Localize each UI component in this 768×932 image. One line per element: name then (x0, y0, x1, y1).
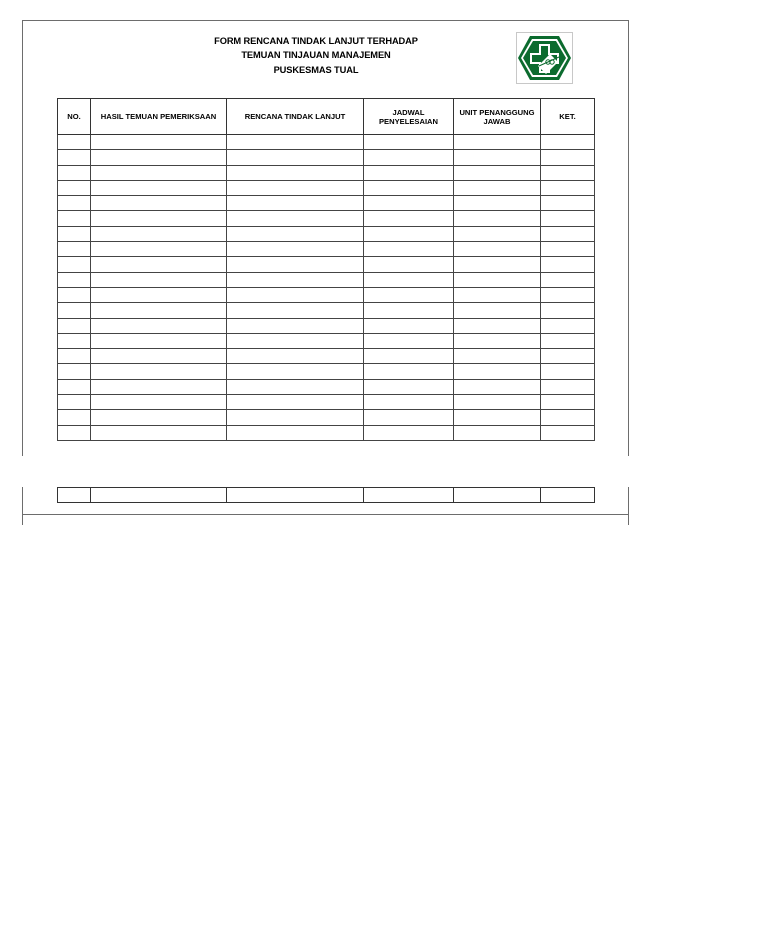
table-cell[interactable] (91, 196, 227, 211)
table-cell[interactable] (364, 272, 454, 287)
table-cell[interactable] (58, 180, 91, 195)
table-row (58, 425, 595, 440)
table-row (58, 180, 595, 195)
table-cell[interactable] (91, 165, 227, 180)
table-cell[interactable] (454, 303, 541, 318)
table-cell[interactable] (364, 287, 454, 302)
table-row (58, 349, 595, 364)
page-bottom-border (22, 514, 629, 515)
table-cell[interactable] (541, 364, 595, 379)
table-cell[interactable] (58, 272, 91, 287)
table-cell[interactable] (454, 165, 541, 180)
form-title-line-3: PUSKESMAS TUAL (273, 64, 359, 75)
table-cell[interactable] (454, 242, 541, 257)
table-cell[interactable] (454, 272, 541, 287)
table-cell[interactable] (227, 379, 364, 394)
column-header-jadwal: JADWAL PENYELESAIAN (364, 99, 454, 135)
table-body-continued (58, 488, 595, 503)
table-cell[interactable] (58, 211, 91, 226)
table-cell[interactable] (58, 226, 91, 241)
table-cell[interactable] (541, 349, 595, 364)
table-cell[interactable] (91, 287, 227, 302)
table-cell[interactable] (91, 488, 227, 503)
table-row (58, 211, 595, 226)
table-cell[interactable] (91, 410, 227, 425)
table-cell[interactable] (91, 226, 227, 241)
table-cell[interactable] (454, 395, 541, 410)
table-row (58, 410, 595, 425)
table-cell[interactable] (91, 242, 227, 257)
table-cell[interactable] (364, 318, 454, 333)
table-cell[interactable] (58, 196, 91, 211)
table-cell[interactable] (58, 135, 91, 150)
puskesmas-logo-icon (516, 32, 573, 84)
form-title-line-1: FORM RENCANA TINDAK LANJUT TERHADAP (214, 36, 418, 46)
table-row (58, 165, 595, 180)
table-cell[interactable] (364, 196, 454, 211)
table-cell[interactable] (91, 257, 227, 272)
table-cell[interactable] (91, 135, 227, 150)
table-cell[interactable] (364, 333, 454, 348)
table-row (58, 242, 595, 257)
table-cell[interactable] (364, 150, 454, 165)
table-cell[interactable] (227, 349, 364, 364)
table-row (58, 196, 595, 211)
table-cell[interactable] (454, 333, 541, 348)
table-cell[interactable] (364, 211, 454, 226)
table-cell[interactable] (58, 349, 91, 364)
table-cell[interactable] (91, 318, 227, 333)
table-row (58, 318, 595, 333)
table-cell[interactable] (541, 211, 595, 226)
table-cell[interactable] (364, 180, 454, 195)
table-cell[interactable] (58, 242, 91, 257)
table-cell[interactable] (58, 488, 91, 503)
table-cell[interactable] (91, 333, 227, 348)
column-header-no: NO. (58, 99, 91, 135)
table-cell[interactable] (364, 135, 454, 150)
table-cell[interactable] (58, 333, 91, 348)
table-cell[interactable] (58, 395, 91, 410)
table-cell[interactable] (454, 150, 541, 165)
table-cell[interactable] (364, 425, 454, 440)
table-cell[interactable] (454, 196, 541, 211)
page-right-border (628, 20, 629, 456)
table-cell[interactable] (364, 364, 454, 379)
table-cell[interactable] (541, 287, 595, 302)
page-left-border-lower (22, 487, 23, 525)
table-cell[interactable] (541, 150, 595, 165)
table-cell[interactable] (541, 180, 595, 195)
table-cell[interactable] (227, 135, 364, 150)
table-cell[interactable] (227, 318, 364, 333)
table-cell[interactable] (91, 272, 227, 287)
follow-up-table-continued (57, 487, 595, 503)
table-cell[interactable] (227, 410, 364, 425)
table-cell[interactable] (364, 395, 454, 410)
page-right-border-lower (628, 487, 629, 525)
table-cell[interactable] (227, 226, 364, 241)
table-cell[interactable] (91, 349, 227, 364)
table-cell[interactable] (541, 135, 595, 150)
table-cell[interactable] (58, 257, 91, 272)
table-cell[interactable] (227, 211, 364, 226)
table-row (58, 257, 595, 272)
table-cell[interactable] (91, 211, 227, 226)
table-cell[interactable] (364, 257, 454, 272)
table-cell[interactable] (227, 364, 364, 379)
table-cell[interactable] (454, 488, 541, 503)
table-cell[interactable] (91, 303, 227, 318)
table-cell[interactable] (454, 318, 541, 333)
table-cell[interactable] (91, 180, 227, 195)
table-cell[interactable] (454, 349, 541, 364)
table-cell[interactable] (364, 410, 454, 425)
form-title-line-2: TEMUAN TINJAUAN MANAJEMEN (241, 50, 391, 61)
table-cell[interactable] (227, 150, 364, 165)
table-cell[interactable] (58, 364, 91, 379)
table-cell[interactable] (541, 303, 595, 318)
column-header-rencana-tindak-lanjut: RENCANA TINDAK LANJUT (227, 99, 364, 135)
table-cell[interactable] (227, 272, 364, 287)
table-cell[interactable] (541, 379, 595, 394)
table-row (58, 150, 595, 165)
table-cell[interactable] (58, 303, 91, 318)
table-cell[interactable] (91, 425, 227, 440)
table-cell[interactable] (541, 196, 595, 211)
table-cell[interactable] (364, 379, 454, 394)
table-cell[interactable] (91, 379, 227, 394)
table-cell[interactable] (91, 150, 227, 165)
table-cell[interactable] (454, 135, 541, 150)
table-cell[interactable] (227, 196, 364, 211)
table-cell[interactable] (541, 425, 595, 440)
table-cell[interactable] (58, 379, 91, 394)
table-row (58, 379, 595, 394)
table-row (58, 135, 595, 150)
page-left-border (22, 20, 23, 456)
table-cell[interactable] (58, 410, 91, 425)
table-cell[interactable] (58, 318, 91, 333)
table-cell[interactable] (364, 226, 454, 241)
table-cell[interactable] (454, 287, 541, 302)
table-cell[interactable] (364, 303, 454, 318)
page-top-border (22, 20, 629, 21)
table-cell[interactable] (227, 242, 364, 257)
table-cell[interactable] (541, 333, 595, 348)
table-cell[interactable] (454, 425, 541, 440)
table-cell[interactable] (227, 180, 364, 195)
table-cell[interactable] (454, 226, 541, 241)
table-cell[interactable] (541, 272, 595, 287)
table-row (58, 303, 595, 318)
table-row (58, 226, 595, 241)
table-cell[interactable] (541, 395, 595, 410)
table-cell[interactable] (454, 211, 541, 226)
table-header-row (58, 99, 595, 135)
table-cell[interactable] (454, 364, 541, 379)
table-cell[interactable] (541, 242, 595, 257)
table-cell[interactable] (454, 410, 541, 425)
column-header-ket: KET. (541, 99, 595, 135)
table-cell[interactable] (454, 257, 541, 272)
table-row (58, 333, 595, 348)
table-cell[interactable] (454, 180, 541, 195)
table-cell[interactable] (541, 226, 595, 241)
table-row (58, 488, 595, 503)
table-body (58, 135, 595, 441)
table-cell[interactable] (91, 364, 227, 379)
table-cell[interactable] (227, 488, 364, 503)
table-cell[interactable] (541, 165, 595, 180)
table-cell[interactable] (227, 333, 364, 348)
table-row (58, 272, 595, 287)
table-cell[interactable] (58, 425, 91, 440)
table-cell[interactable] (541, 318, 595, 333)
table-cell[interactable] (364, 165, 454, 180)
column-header-hasil-temuan: HASIL TEMUAN PEMERIKSAAN (91, 99, 227, 135)
table-cell[interactable] (227, 257, 364, 272)
table-cell[interactable] (541, 257, 595, 272)
table-cell[interactable] (227, 425, 364, 440)
column-header-unit-penanggung-jawab: UNIT PENANGGUNG JAWAB (454, 99, 541, 135)
table-cell[interactable] (364, 242, 454, 257)
table-cell[interactable] (364, 349, 454, 364)
table-cell[interactable] (227, 395, 364, 410)
table-cell[interactable] (541, 410, 595, 425)
table-cell[interactable] (58, 165, 91, 180)
table-row (58, 287, 595, 302)
table-cell[interactable] (541, 488, 595, 503)
form-title (200, 34, 432, 77)
table-cell[interactable] (454, 379, 541, 394)
follow-up-table (57, 98, 595, 441)
table-cell[interactable] (58, 150, 91, 165)
table-cell[interactable] (227, 303, 364, 318)
table-cell[interactable] (227, 287, 364, 302)
table-cell[interactable] (58, 287, 91, 302)
table-cell[interactable] (227, 165, 364, 180)
table-row (58, 364, 595, 379)
table-row (58, 395, 595, 410)
table-cell[interactable] (364, 488, 454, 503)
table-cell[interactable] (91, 395, 227, 410)
